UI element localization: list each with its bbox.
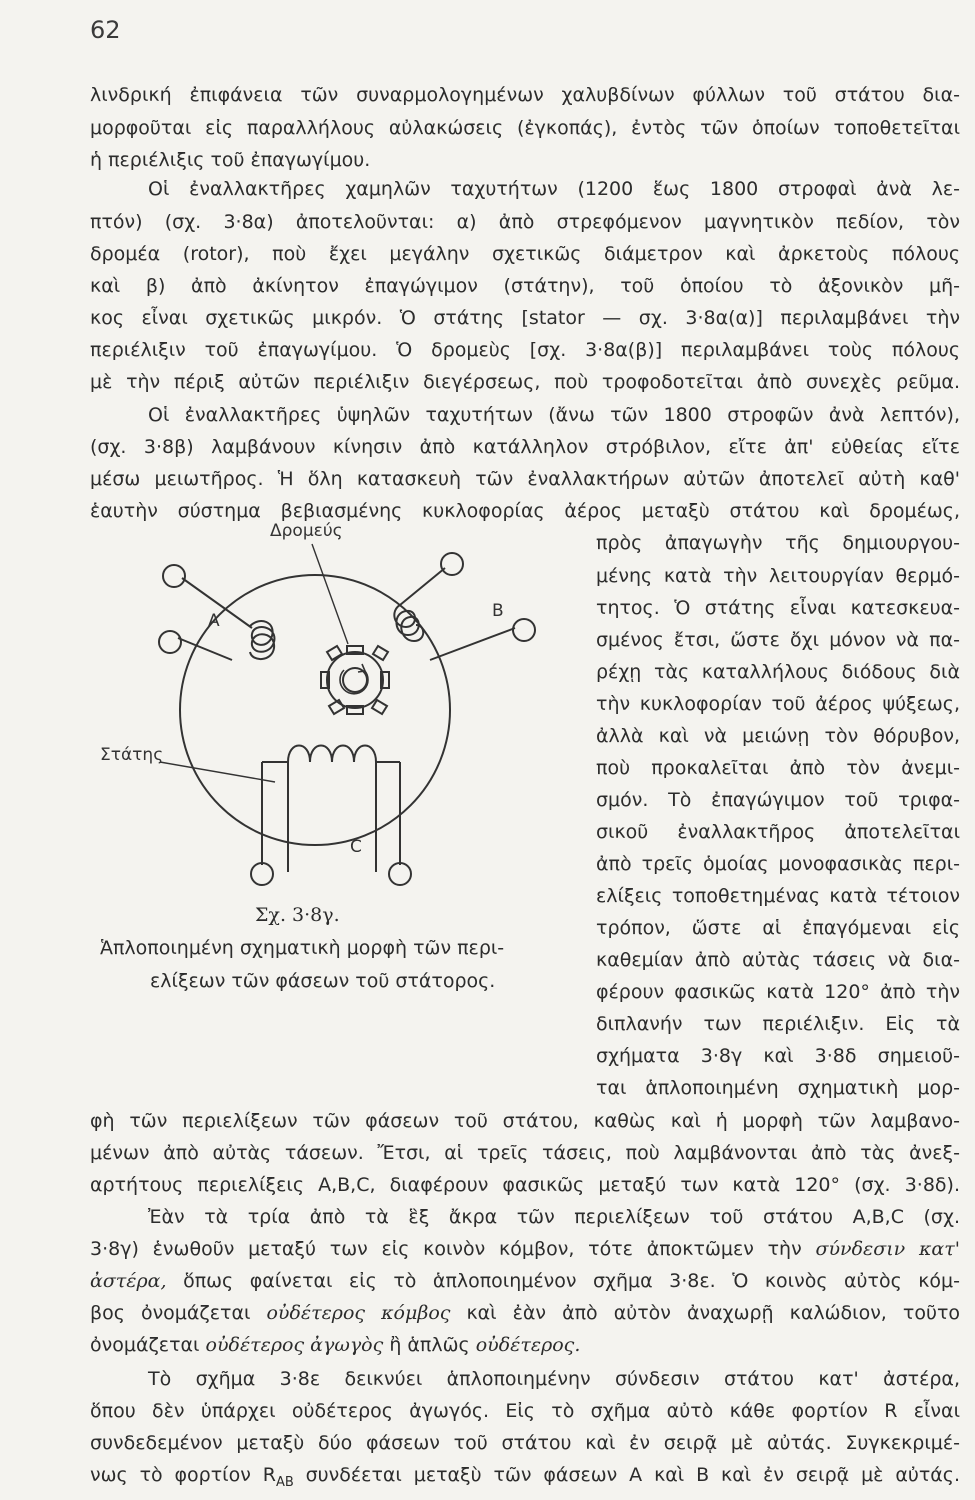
column-line: ρέχῃ τὰς καταλλήλους διόδους διὰ (596, 661, 960, 683)
text-line (90, 1462, 960, 1496)
label-rotor: Δρομεύς (270, 521, 343, 541)
text-line: κος εἶναι σχετικῶς μικρόν. Ὁ στάτης [stator — σχ. 3·8α(α)] περιλαμβάνει τὴν (90, 307, 960, 329)
column-line: σχήματα 3·8γ καὶ 3·8δ σημειοῦ- (596, 1045, 960, 1067)
column-line: τητος. Ὁ στάτης εἶναι κατεσκευα- (596, 597, 960, 619)
text-line: καὶ β) ἀπὸ ἀκίνητον ἐπαγώγιμον (στάτην), τοῦ ὁποίου τὸ ἀξονικὸν μῆ- (90, 275, 960, 297)
text-line (90, 1332, 960, 1358)
text-line: μορφοῦται εἰς παραλλήλους αὐλακώσεις (ἐγκοπάς), ἐντὸς τῶν ὁποίων τοποθετεῖται (90, 117, 960, 139)
column-line: σικοῦ ἐναλλακτῆρος ἀποτελεῖται (596, 821, 960, 843)
text-line: φὴ τῶν περιελίξεων τῶν φάσεων τοῦ στάτου, καθὼς καὶ ἡ μορφὴ τῶν λαμβανο- (90, 1110, 960, 1132)
terminal-c2 (389, 863, 411, 885)
text-line: πτόν) (σχ. 3·8α) ἀποτελοῦνται: α) ἀπὸ στρεφόμενον μαγνητικὸν πεδίον, τὸν (90, 211, 960, 233)
figure-caption-line: Ἁπλοποιημένη σχηματικὴ μορφὴ τῶν περι- (100, 937, 505, 959)
column-line: διπλανήν των περιέλιξιν. Εἰς τὰ (596, 1013, 960, 1035)
text-run: καὶ ἐὰν ἀπὸ αὐτὸν ἀναχωρῇ καλώδιον, τοῦτο (466, 1302, 961, 1324)
italic-term: οὐδέτερος κόμβος (266, 1302, 451, 1324)
terminal-b2 (513, 619, 535, 641)
column-line: φέρουν φασικῶς κατὰ 120° ἀπὸ τὴν (596, 981, 960, 1003)
text-line: συνδεδεμένον μεταξὺ δύο φάσεων τοῦ στάτου καὶ ἐν σειρᾷ μὲ αὐτάς. Συγκεκριμέ- (90, 1432, 960, 1454)
terminal-b1 (441, 553, 463, 575)
text-run: νως τὸ φορτίον R (90, 1464, 276, 1486)
italic-term: ἀστέρα, (90, 1270, 167, 1292)
text-line: περιέλιξιν τοῦ ἐπαγωγίμου. Ὁ δρομεὺς [σχ. 3·8α(β)] περιλαμβάνει τοὺς πόλους (90, 339, 960, 361)
text-line: Οἱ ἐναλλακτῆρες χαμηλῶν ταχυτήτων (1200 ἕως 1800 στροφαὶ ἀνὰ λε- (148, 178, 960, 200)
column-line: σμόν. Τὸ ἐπαγώγιμον τοῦ τριφα- (596, 789, 960, 811)
text-run: ὀνομάζεται (90, 1334, 200, 1356)
text-run: συνδέεται μεταξὺ τῶν φάσεων A καὶ B καὶ ἐν σειρᾷ μὲ αὐτάς. (305, 1464, 960, 1486)
text-line: λινδρική ἐπιφάνεια τῶν συναρμολογημένων χαλυβδίνων φύλλων τοῦ στάτου δια- (90, 84, 960, 106)
coil-b (394, 553, 535, 660)
text-run: βος ὀνομάζεται (90, 1302, 251, 1324)
stator-ring (180, 575, 450, 845)
text-line: μένων ἀπὸ αὐτὰς τάσεων. Ἔτσι, αἱ τρεῖς τάσεις, ποὺ λαμβάνονται ἀπὸ τὰς ἀνεξ- (90, 1142, 960, 1164)
column-line: μένης κατὰ τὴν λειτουργίαν θερμό- (596, 565, 960, 587)
column-line: καθεμίαν ἀπὸ αὐτὰς τάσεις νὰ δια- (596, 949, 960, 971)
italic-term: οὐδέτερος ἀγωγὸς (205, 1334, 384, 1356)
page-number: 62 (90, 16, 121, 44)
column-line: τρόπον, ὥστε αἱ ἐπαγόμεναι εἰς (596, 917, 960, 939)
column-line: ελίξεις τοποθετημένας κατὰ τέτοιον (596, 885, 960, 907)
rotor-leader-line (312, 544, 348, 644)
terminal-c1 (251, 863, 273, 885)
column-line: ἀλλὰ καὶ νὰ μειώνῃ τὸν θόρυβον, (596, 725, 960, 747)
text-line: μὲ τὴν πέριξ αὐτῶν περιέλιξιν διεγέρσεως, ποὺ τροφοδοτεῖται ἀπὸ συνεχὲς ρεῦμα. (90, 371, 960, 393)
text-line: δρομέα (rotor), ποὺ ἔχει μεγάλην σχετικῶς διάμετρον καὶ ἀρκετοὺς πόλους (90, 243, 960, 265)
text-line (90, 1300, 960, 1326)
rotor-gear (321, 646, 389, 714)
italic-term: σύνδεσιν κατ' (815, 1238, 961, 1260)
text-line: ἡ περιέλιξις τοῦ ἐπαγωγίμου. (90, 149, 371, 171)
text-run: 3·8γ) ἑνωθοῦν μεταξύ των εἰς κοινὸν κόμβον, τότε ἀποκτῶμεν τὴν (90, 1238, 802, 1260)
column-line: πρὸς ἀπαγωγὴν τῆς δημιουργου- (596, 532, 960, 554)
label-coil-a: A (208, 611, 220, 631)
label-coil-c: C (350, 837, 362, 857)
subscript: AB (275, 1474, 294, 1490)
column-line: ποὺ προκαλεῖται ἀπὸ τὸν ἀνεμι- (596, 757, 960, 779)
text-line: ἑαυτὴν σύστημα βεβιασμένης κυκλοφορίας ἀέρος μεταξὺ στάτου καὶ δρομέως, (90, 500, 960, 522)
text-line: (σχ. 3·8β) λαμβάνουν κίνησιν ἀπὸ κατάλληλον στρόβιλον, εἴτε ἀπ' εὐθείας εἴτε (90, 436, 960, 458)
text-line: Τὸ σχῆμα 3·8ε δεικνύει ἁπλοποιημένην σύνδεσιν στάτου κατ' ἀστέρα, (148, 1368, 960, 1390)
stator-windings-diagram (100, 510, 570, 900)
text-line (90, 1236, 960, 1262)
column-line: ται ἁπλοποιημένη σχηματικὴ μορ- (596, 1077, 960, 1099)
column-line: τὴν κυκλοφορίαν τοῦ ἀέρος ψύξεως, (596, 693, 960, 715)
italic-term: οὐδέτερος. (475, 1334, 581, 1356)
text-line: Οἱ ἐναλλακτῆρες ὑψηλῶν ταχυτήτων (ἄνω τῶν 1800 στροφῶν ἀνὰ λεπτόν), (148, 404, 960, 426)
text-run: ἢ ἁπλῶς (389, 1334, 470, 1356)
terminal-a2 (159, 631, 181, 653)
terminal-a1 (163, 565, 185, 587)
figure-caption-line: ελίξεων τῶν φάσεων τοῦ στάτορος. (150, 970, 496, 992)
column-line: σμένος ἔτσι, ὥστε ὄχι μόνον νὰ πα- (596, 629, 960, 651)
text-line: Ἐὰν τὰ τρία ἀπὸ τὰ ἓξ ἄκρα τῶν περιελίξεων τοῦ στάτου A,B,C (σχ. (148, 1206, 960, 1228)
label-coil-b: B (492, 601, 504, 621)
text-line: μέσω μειωτῆρος. Ἡ ὅλη κατασκευὴ τῶν ἐναλλακτήρων αὐτῶν ἀποτελεῖ αὐτὴ καθ' (90, 468, 960, 490)
coil-c (251, 746, 411, 886)
column-line: ἀπὸ τρεῖς ὁμοίας μονοφασικὰς περι- (596, 853, 960, 875)
text-line: αρτήτους περιελίξεις A,B,C, διαφέρουν φασικῶς μεταξύ των κατὰ 120° (σχ. 3·8δ). (90, 1174, 960, 1196)
figure-title: Σχ. 3·8γ. (255, 904, 340, 926)
text-line: ὅπου δὲν ὑπάρχει οὐδέτερος ἀγωγός. Εἰς τὸ σχῆμα αὐτὸ κάθε φορτίον R εἶναι (90, 1400, 960, 1422)
text-run: ὅπως φαίνεται εἰς τὸ ἁπλοποιημένον σχῆμα 3·8ε. Ὁ κοινὸς αὐτὸς κόμ- (183, 1270, 960, 1292)
label-stator: Στάτης (100, 745, 164, 765)
stator-leader-line (160, 762, 275, 782)
text-line (90, 1268, 960, 1294)
